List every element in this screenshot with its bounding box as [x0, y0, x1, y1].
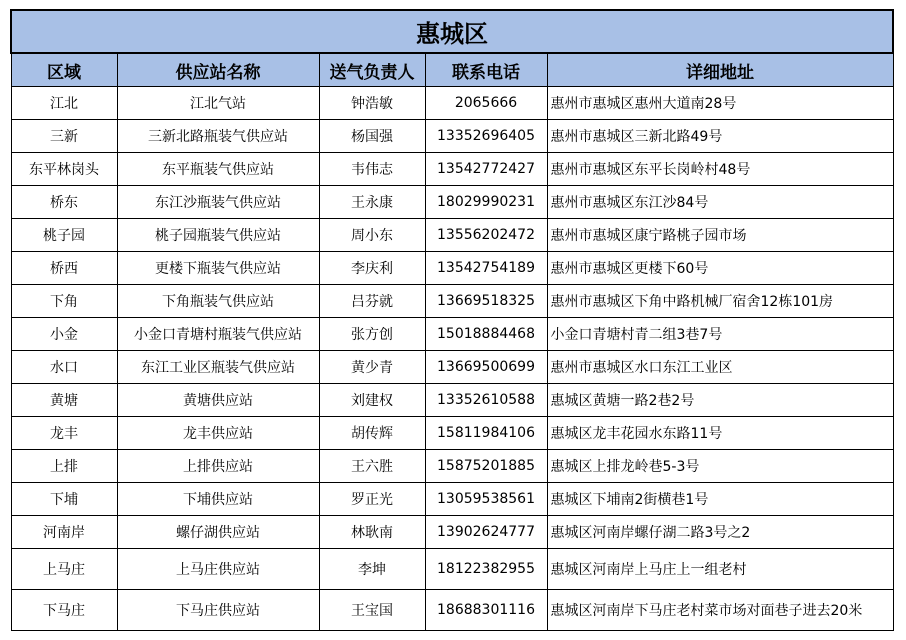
- cell-phone: 13059538561: [425, 483, 547, 516]
- cell-phone: 13902624777: [425, 516, 547, 549]
- cell-address: 惠州市惠城区三新北路49号: [547, 120, 893, 153]
- table-row: [11, 590, 893, 631]
- cell-area: 小金: [11, 318, 117, 351]
- table-title: 惠城区: [11, 10, 893, 53]
- cell-phone: 18688301116: [425, 590, 547, 631]
- cell-area: 上排: [11, 450, 117, 483]
- cell-manager: 胡传辉: [319, 417, 425, 450]
- table-row: [11, 318, 893, 351]
- cell-area: 江北: [11, 87, 117, 120]
- cell-address: 惠州市惠城区水口东江工业区: [547, 351, 893, 384]
- cell-address: 惠州市惠城区更楼下60号: [547, 252, 893, 285]
- cell-manager: 王宝国: [319, 590, 425, 631]
- table-row: [11, 450, 893, 483]
- cell-area: 河南岸: [11, 516, 117, 549]
- cell-station: 东平瓶装气供应站: [117, 153, 319, 186]
- cell-area: 下马庄: [11, 590, 117, 631]
- cell-manager: 王永康: [319, 186, 425, 219]
- cell-phone: 13669518325: [425, 285, 547, 318]
- cell-area: 桃子园: [11, 219, 117, 252]
- header-station: 供应站名称: [117, 53, 319, 87]
- cell-phone: 2065666: [425, 87, 547, 120]
- cell-phone: 15811984106: [425, 417, 547, 450]
- cell-station: 上排供应站: [117, 450, 319, 483]
- cell-area: 水口: [11, 351, 117, 384]
- cell-station: 东江沙瓶装气供应站: [117, 186, 319, 219]
- cell-station: 东江工业区瓶装气供应站: [117, 351, 319, 384]
- cell-area: 三新: [11, 120, 117, 153]
- cell-phone: 18122382955: [425, 549, 547, 590]
- cell-address: 惠州市惠城区东平长岗岭村48号: [547, 153, 893, 186]
- table-row: [11, 120, 893, 153]
- cell-address: 惠州市惠城区东江沙84号: [547, 186, 893, 219]
- cell-phone: 13542772427: [425, 153, 547, 186]
- cell-phone: 13556202472: [425, 219, 547, 252]
- cell-station: 上马庄供应站: [117, 549, 319, 590]
- cell-address: 惠州市惠城区下角中路机械厂宿舍12栋101房: [547, 285, 893, 318]
- cell-phone: 18029990231: [425, 186, 547, 219]
- table-row: [11, 384, 893, 417]
- header-phone: 联系电话: [425, 53, 547, 87]
- cell-area: 桥东: [11, 186, 117, 219]
- cell-phone: 13352610588: [425, 384, 547, 417]
- cell-address: 惠州市惠城区惠州大道南28号: [547, 87, 893, 120]
- table-row: [11, 549, 893, 590]
- cell-station: 小金口青塘村瓶装气供应站: [117, 318, 319, 351]
- cell-station: 三新北路瓶装气供应站: [117, 120, 319, 153]
- cell-phone: 15875201885: [425, 450, 547, 483]
- cell-station: 龙丰供应站: [117, 417, 319, 450]
- cell-address: 惠城区下埔南2街横巷1号: [547, 483, 893, 516]
- cell-manager: 张方创: [319, 318, 425, 351]
- cell-address: 惠城区龙丰花园水东路11号: [547, 417, 893, 450]
- cell-manager: 刘建权: [319, 384, 425, 417]
- cell-phone: 13352696405: [425, 120, 547, 153]
- cell-station: 螺仔湖供应站: [117, 516, 319, 549]
- header-address: 详细地址: [547, 53, 893, 87]
- cell-station: 下埔供应站: [117, 483, 319, 516]
- cell-station: 黄塘供应站: [117, 384, 319, 417]
- cell-manager: 王六胜: [319, 450, 425, 483]
- table-row: [11, 483, 893, 516]
- cell-manager: 黄少青: [319, 351, 425, 384]
- cell-phone: 13669500699: [425, 351, 547, 384]
- cell-station: 下马庄供应站: [117, 590, 319, 631]
- table-row: [11, 516, 893, 549]
- cell-address: 小金口青塘村青二组3巷7号: [547, 318, 893, 351]
- cell-address: 惠城区上排龙岭巷5-3号: [547, 450, 893, 483]
- cell-area: 黄塘: [11, 384, 117, 417]
- table-row: [11, 417, 893, 450]
- header-manager: 送气负责人: [319, 53, 425, 87]
- cell-area: 东平林岗头: [11, 153, 117, 186]
- cell-station: 更楼下瓶装气供应站: [117, 252, 319, 285]
- cell-area: 下埔: [11, 483, 117, 516]
- table-row: [11, 219, 893, 252]
- cell-address: 惠城区河南岸下马庄老村菜市场对面巷子进去20米: [547, 590, 893, 631]
- cell-address: 惠州市惠城区康宁路桃子园市场: [547, 219, 893, 252]
- cell-station: 江北气站: [117, 87, 319, 120]
- cell-phone: 15018884468: [425, 318, 547, 351]
- table-row: [11, 186, 893, 219]
- cell-manager: 李庆利: [319, 252, 425, 285]
- header-row: [11, 53, 893, 87]
- cell-station: 桃子园瓶装气供应站: [117, 219, 319, 252]
- cell-manager: 吕芬就: [319, 285, 425, 318]
- table-row: [11, 285, 893, 318]
- cell-manager: 钟浩敏: [319, 87, 425, 120]
- cell-manager: 韦伟志: [319, 153, 425, 186]
- gas-station-table: [10, 9, 894, 631]
- table-row: [11, 252, 893, 285]
- cell-area: 龙丰: [11, 417, 117, 450]
- table-row: [11, 87, 893, 120]
- cell-phone: 13542754189: [425, 252, 547, 285]
- cell-area: 上马庄: [11, 549, 117, 590]
- cell-manager: 周小东: [319, 219, 425, 252]
- table-row: [11, 153, 893, 186]
- cell-manager: 林耿南: [319, 516, 425, 549]
- cell-manager: 李坤: [319, 549, 425, 590]
- cell-station: 下角瓶装气供应站: [117, 285, 319, 318]
- cell-area: 下角: [11, 285, 117, 318]
- table-row: [11, 351, 893, 384]
- cell-manager: 罗正光: [319, 483, 425, 516]
- cell-address: 惠城区河南岸上马庄上一组老村: [547, 549, 893, 590]
- cell-address: 惠城区河南岸螺仔湖二路3号之2: [547, 516, 893, 549]
- header-area: 区域: [11, 53, 117, 87]
- cell-manager: 杨国强: [319, 120, 425, 153]
- cell-address: 惠城区黄塘一路2巷2号: [547, 384, 893, 417]
- cell-area: 桥西: [11, 252, 117, 285]
- title-row: [11, 10, 893, 53]
